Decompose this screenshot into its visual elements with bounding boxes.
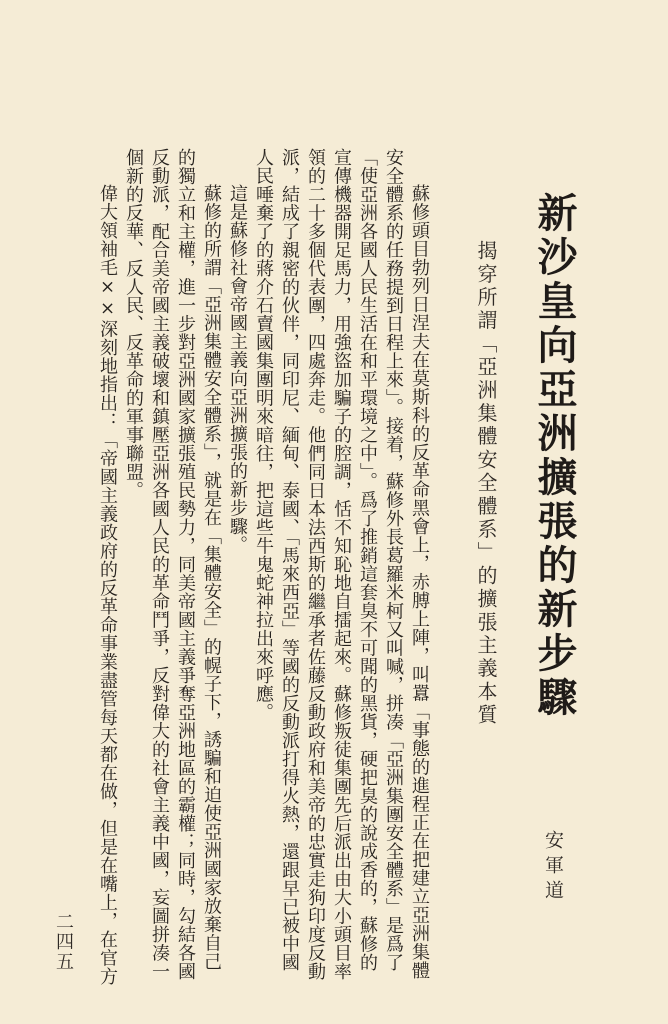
article-body bbox=[72, 148, 432, 988]
paragraph: 這是蘇修社會帝國主義向亞洲擴張的新步驟。 bbox=[227, 184, 248, 554]
article-subtitle: 揭穿所謂「亞洲集體安全體系」的擴張主義本質 bbox=[474, 240, 498, 728]
page-number: 二四五 bbox=[53, 912, 74, 972]
article-title: 新沙皇向亞洲擴張的新步驟 bbox=[531, 192, 578, 720]
paragraph: 偉大領袖毛××深刻地指出：「帝國主義政府的反革命事業盡管每天都在做，但是在嘴上，在官方 bbox=[97, 184, 118, 986]
paragraph: 蘇修頭目勃列日涅夫在莫斯科的反革命黑會上，赤膊上陣，叫囂「事態的進程正在把建立亞洲集體安全體系的任務提到日程上來」。接着，蘇修外長葛羅米柯又叫喊，拼凑「亞洲集團安全體系」是爲了「使亞洲各國人民生活在和平環境之中」。爲了推銷這套臭不可聞的黑貨，硬把臭的說成香的，蘇修的宣傳機器開足馬力，用強盜加騙子的腔調，恬不知恥地自擂起來。蘇修叛徒集團先后派出由大小頭目率領的二十多個代表團，四處奔走。他們同日本法西斯的繼承者佐藤反動政府和美帝的忠實走狗印度反動派，結成了親密的伙伴，同印尼、緬甸、泰國、「馬來西亞」等國的反動派打得火熱，還跟早已被中國人民唾棄了的蔣介石賣國集團明來暗往，把這些牛鬼蛇神拉出來呼應。 bbox=[253, 148, 430, 981]
article-author: 安軍道 bbox=[542, 830, 564, 905]
paragraph: 蘇修的所謂「亞洲集體安全體系」，就是在「集體安全」的幌子下，誘騙和迫使亞洲國家放棄自己的獨立和主權，進一步對亞洲國家擴張殖民勢力，同美帝國主義爭奪亞洲地區的霸權；同時，勾結各國反動派，配合美帝國主義破壞和鎮壓亞洲各國人民的革命鬥爭，反對偉大的社會主義中國，妄圖拼凑一個新的反華、反人民、反革命的軍事聯盟。 bbox=[123, 148, 222, 981]
